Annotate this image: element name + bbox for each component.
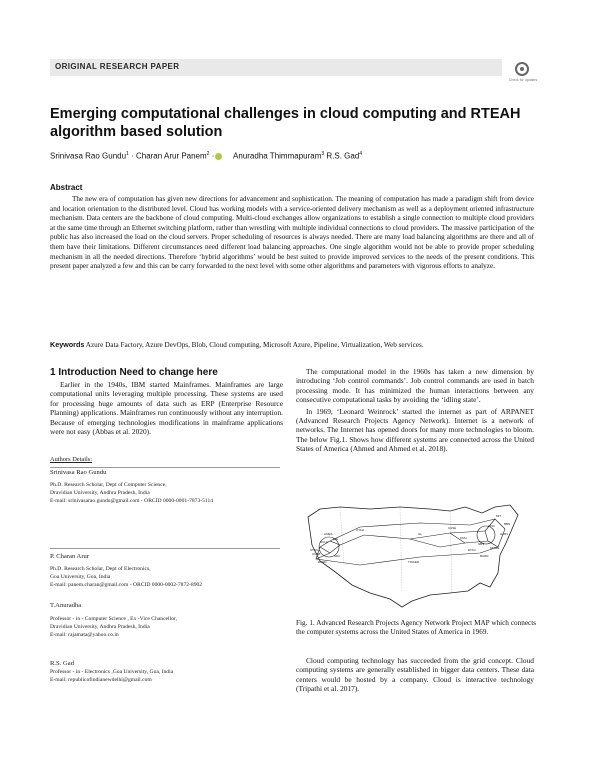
map-node-label: UCLA	[320, 540, 329, 544]
body-paragraph: In 1969, ‘Leonard Weinrock’ started the internet as part of ARPANET (Advanced Research Projects Agency Network). Internet is a network of networks. The Internet has opened doors for many more technologies to bloom. The below Fig.1. Shows how different systems are connected across the United States of America (Ahmed and Ahmed et al. 2018).	[296, 406, 534, 454]
author-detail-line: Dravidian University, Andhra Pradesh, India	[50, 490, 150, 496]
author-affil: 2	[206, 151, 210, 157]
keywords-text: Azure Data Factory, Azure DevOps, Blob, Cloud computing, Microsoft Azure, Pipeline, Virtualization, Web services.	[85, 341, 424, 349]
update-dot-icon	[520, 67, 524, 71]
map-node-label: RAND	[318, 560, 327, 564]
author-detail-line: Goa University, Goa, India	[50, 574, 111, 580]
intro-paragraph: Earlier in the 1940s, IBM started Mainframes. Mainframes are large computational units leveraging multiple processing. These systems are used for processing huge amounts of data such as ERP (Enterprise Resource Planning) applications. Mainframes run continuously without any interruption. Because of emerging technologies modifications in mainframe applications were not easy (Abbas et al. 2020).	[50, 380, 283, 437]
state-border	[340, 507, 452, 593]
map-node-label: BURR	[480, 554, 489, 558]
abstract-text: The new era of computation has given new directions for advancement and sophistication. The meaning of computation has made a paradigm shift from device and location orientation to the distributed level. Cloud has working models with a service-oriented delivery mechanism as well as a deployment oriented infrastructure mechanism. Data centers are the backbone of cloud computing. Multi-cloud exchanges allow organizations to establish a single connection to multiple cloud providers at the same time through an Ethernet switching platform, rather than wrestling with multiple individual connections to cloud providers. The massive participation of the public has also increased the load on the cloud servers. Proper scheduling of resources is always needed. There are many load balancing algorithms are there and all of them have their limitations. Different circumstances need different load balancing approaches. One single algorithm would not be able to provide proper scheduling mechanism in all the needed directions. Therefore ‘hybrid algorithms’ would be best suited to provide improved services to the needs of the present conditions. This present paper analyzed a few and this can be carry forwarded to the next level with some other algorithms and parameters with vigorous efforts to analyze.	[50, 195, 534, 271]
author-details-heading: Authors Details:	[50, 456, 93, 463]
author-name[interactable]: Anuradha Thimmapuram	[233, 151, 322, 161]
author-affil: 1	[126, 151, 129, 157]
map-node-label: NBS	[478, 542, 485, 546]
paper-title: Emerging computational challenges in cloud computing and RTEAH algorithm based solution	[50, 106, 521, 140]
map-node-label: UCSB	[312, 552, 321, 556]
author-detail-name: Srinivasa Rao Gundu	[50, 469, 107, 476]
author-email[interactable]: E-mail: rajamata@yahoo.co.in	[50, 632, 119, 638]
map-node-label: SDC	[334, 554, 341, 558]
author-detail-name: P. Charan Arur	[50, 553, 90, 560]
map-node-label: BBN	[504, 522, 511, 526]
author-detail-entry	[50, 602, 290, 639]
article-type-label: ORIGINAL RESEARCH PAPER	[55, 62, 180, 71]
author-details-label	[50, 456, 290, 464]
author-detail-entry	[50, 469, 290, 505]
column-2-top	[296, 367, 534, 456]
keywords-label: Keywords	[50, 340, 85, 349]
map-node-label: UTAH	[356, 528, 364, 532]
map-node-label: MIT	[496, 514, 502, 518]
author-detail-line: Professor - in - Computer Science , Ex -Vice Chancellor,	[50, 616, 177, 622]
map-node-label: LINC	[488, 524, 495, 528]
author-email[interactable]: E-mail: panem.charan@gmail.com - ORCID 0000-0002-7872-8902	[50, 582, 203, 588]
abstract-heading: Abstract	[50, 183, 83, 192]
author-detail-line: Professor - in - Electronics ,Goa University, Goa, India	[50, 669, 174, 675]
map-node-label: CASE	[448, 526, 457, 530]
author-detail-line: Ph.D. Research Scholar, Dept of Computer Science,	[50, 482, 167, 488]
author-name[interactable]: Charan Arur Panem	[135, 151, 207, 161]
footnote-rule	[50, 467, 280, 468]
author-name[interactable]: Srinivasa Rao Gundu	[50, 151, 127, 161]
author-separator: ·	[211, 151, 215, 161]
author-detail-entry	[50, 553, 290, 589]
author-detail-line: Ph.D. Research Scholar, Dept of Electronics,	[50, 566, 151, 572]
author-email[interactable]: E-mail: republicofindianewdelhi@gmail.com	[50, 677, 152, 683]
author-detail-name: R.S. Gad	[50, 660, 74, 667]
author-list	[50, 151, 362, 161]
map-node-label: SRI	[333, 537, 339, 541]
column-2-bottom	[296, 656, 534, 696]
map-node-label: ETAC	[468, 548, 476, 552]
map-node-label: AMES	[324, 532, 333, 536]
network-links	[316, 519, 505, 565]
footnote-rule	[50, 548, 280, 549]
body-paragraph: Cloud computing technology has succeeded from the grid concept. Cloud computing systems are generally established in bigger data centers. These data centers would be hosted by a company. Cloud is interactive technology (Tripathi et al. 2017).	[296, 656, 534, 694]
author-detail-entry	[50, 660, 290, 684]
check-for-updates-badge[interactable]	[508, 60, 538, 90]
figure-caption: Fig. 1. Advanced Research Projects Agency Network Project MAP which connects the computer systems across the United States of America in 1969.	[296, 619, 536, 637]
map-node-label: HARV	[500, 532, 509, 536]
map-node-label: STAN	[310, 548, 318, 552]
arpanet-map-figure	[300, 495, 525, 613]
body-paragraph: The computational model in the 1960s has taken a new dimension by introducing ‘Job control commands’. Job control commands are used in batch processing mode. It has minimized the human interactions between any consecutive computational tasks by avoiding the ‘idling state’.	[296, 367, 534, 405]
author-affil: 3	[321, 151, 325, 157]
section-heading: 1 Introduction Need to change here	[50, 367, 218, 378]
article-type-banner	[50, 59, 502, 76]
check-for-updates-label: Check for updates	[508, 78, 538, 82]
author-name[interactable]: R.S. Gad	[326, 151, 360, 161]
map-node-label: CMU	[460, 536, 467, 540]
keywords	[50, 340, 534, 351]
map-node-label: ILL	[418, 532, 423, 536]
author-affil: 4	[359, 151, 363, 157]
author-detail-name: T.Anuradha	[50, 602, 82, 609]
author-separator: ·	[131, 151, 134, 161]
map-node-label: TINKER	[408, 560, 420, 564]
author-detail-line: Dravidian University, Andhra Pradesh, India	[50, 624, 150, 630]
author-email[interactable]: E-mail: srinivasarao.gundu@gmail.com - ORCID 0000-0001-7873-5114	[50, 498, 214, 504]
map-node-label: MITRE	[490, 546, 500, 550]
orcid-icon[interactable]	[215, 153, 222, 160]
